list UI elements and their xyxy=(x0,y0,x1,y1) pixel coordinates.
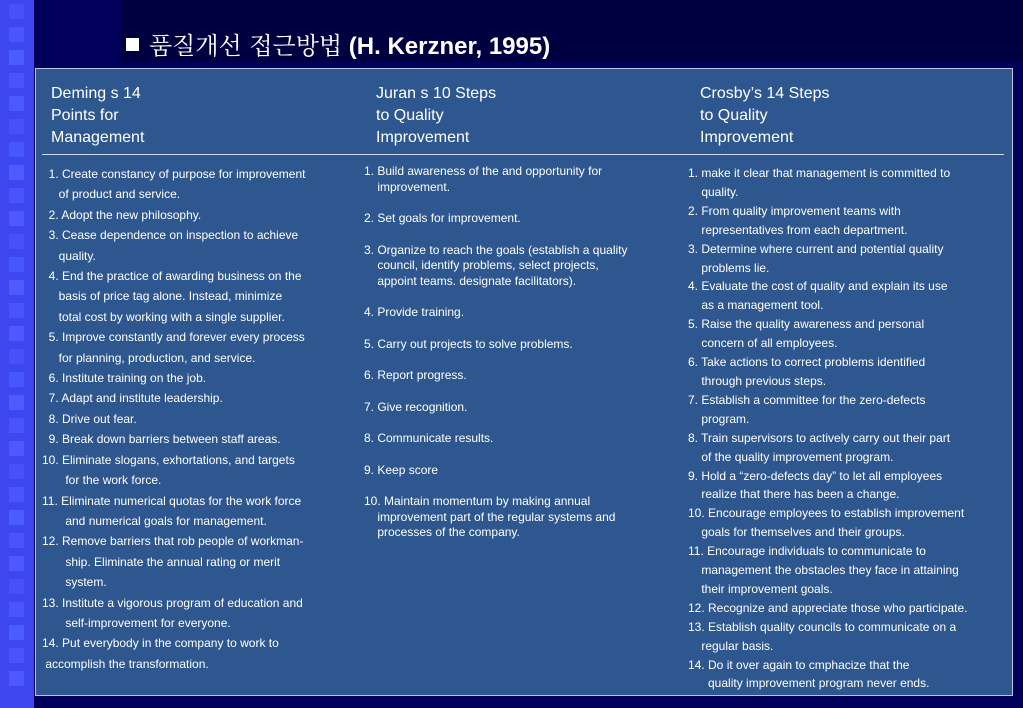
slide-title xyxy=(126,26,550,61)
decorative-tile xyxy=(9,418,24,433)
crosby-step-line: 10. Encourage employees to establish improvement xyxy=(688,506,965,521)
deming-point-line: 10. Eliminate slogans, exhortations, and targets xyxy=(42,452,295,467)
juran-header-line: Improvement xyxy=(376,129,470,146)
crosby-step-line: quality improvement program never ends. xyxy=(688,676,930,691)
juran-steps-list xyxy=(364,164,627,557)
crosby-step-line: representatives from each department. xyxy=(688,222,908,237)
comparison-panel xyxy=(35,68,1013,696)
deming-header xyxy=(51,83,144,149)
decorative-tile xyxy=(9,27,24,42)
decorative-tile xyxy=(9,119,24,134)
crosby-step-line: program. xyxy=(688,411,750,426)
crosby-step-line: 8. Train supervisors to actively carry out their part xyxy=(688,430,951,445)
decorative-tile xyxy=(9,395,24,410)
crosby-step-line: goals for themselves and their groups. xyxy=(688,525,905,540)
juran-step xyxy=(364,211,627,227)
decorative-tile xyxy=(9,142,24,157)
crosby-step-line: realize that there has been a change. xyxy=(688,487,900,502)
deming-point-line: for planning, production, and service. xyxy=(42,350,256,365)
decorative-tile xyxy=(9,510,24,525)
juran-step-line: 5. Carry out projects to solve problems. xyxy=(364,336,573,351)
decorative-tile xyxy=(9,441,24,456)
crosby-step-line: 6. Take actions to correct problems identified xyxy=(688,355,926,370)
title-citation: (H. Kerzner, 1995) xyxy=(348,33,551,60)
juran-step-line: appoint teams. designate facilitators). xyxy=(364,273,577,288)
deming-header-line: Deming s 14 xyxy=(51,85,141,102)
juran-step xyxy=(364,463,627,479)
decorative-tile xyxy=(9,303,24,318)
deming-point-line: 12. Remove barriers that rob people of workman- xyxy=(42,534,304,549)
crosby-step-line: problems lie. xyxy=(688,260,770,275)
decorative-tile xyxy=(9,96,24,111)
deming-point-line: 2. Adopt the new philosophy. xyxy=(42,207,202,222)
deming-point-line: 13. Institute a vigorous program of education and xyxy=(42,595,303,610)
juran-step-line: improvement. xyxy=(364,179,451,194)
juran-header-line: Juran s 10 Steps xyxy=(376,85,497,102)
deming-point-line: 7. Adapt and institute leadership. xyxy=(42,391,223,406)
decorative-tile xyxy=(9,349,24,364)
deming-point-line: 4. End the practice of awarding business on the xyxy=(42,269,302,284)
crosby-header-line: Improvement xyxy=(700,129,794,146)
decorative-tile xyxy=(9,165,24,180)
juran-step xyxy=(364,400,627,416)
deming-point-line: 9. Break down barriers between staff areas. xyxy=(42,432,281,447)
crosby-step-line: 5. Raise the quality awareness and personal xyxy=(688,317,925,332)
decorative-tile xyxy=(9,280,24,295)
deming-point-line: 11. Eliminate numerical quotas for the work force xyxy=(42,493,302,508)
juran-step xyxy=(364,494,627,541)
crosby-header-line: to Quality xyxy=(700,107,768,124)
juran-step-line: 4. Provide training. xyxy=(364,305,465,319)
juran-step xyxy=(364,164,627,195)
juran-step-line: 8. Communicate results. xyxy=(364,431,494,445)
juran-step-line: processes of the company. xyxy=(364,525,520,539)
decorative-tile xyxy=(9,579,24,594)
deming-point-line: 5. Improve constantly and forever every process xyxy=(42,330,305,345)
crosby-step-line: management the obstacles they face in attaining xyxy=(688,563,959,578)
deming-point-line: of product and service. xyxy=(42,187,181,202)
deming-point-line: ship. Eliminate the annual rating or merit xyxy=(42,554,281,569)
decorative-tile xyxy=(9,73,24,88)
deming-point-line: for the work force. xyxy=(42,473,162,488)
crosby-step-line: 12. Recognize and appreciate those who participate. xyxy=(688,600,968,615)
deming-point-line: total cost by working with a single supplier. xyxy=(42,309,285,324)
juran-step-line: 9. Keep score xyxy=(364,462,439,477)
header-divider xyxy=(42,154,1004,155)
decorative-tile xyxy=(9,211,24,226)
decorative-tile xyxy=(9,372,24,387)
decorative-tile xyxy=(9,4,24,19)
crosby-step-line: through previous steps. xyxy=(688,373,827,388)
crosby-step-line: 3. Determine where current and potential quality xyxy=(688,241,944,256)
decorative-tile xyxy=(9,487,24,502)
deming-point-line: and numerical goals for management. xyxy=(42,513,267,528)
decorative-tile-strip xyxy=(0,0,34,708)
juran-step-line: 7. Give recognition. xyxy=(364,399,468,414)
crosby-step-line: concern of all employees. xyxy=(688,336,838,351)
crosby-step-line: 13. Establish quality councils to communicate on a xyxy=(688,619,957,634)
juran-step-line: council, identify problems, select projects, xyxy=(364,258,599,272)
deming-point-line: system. xyxy=(42,575,107,590)
crosby-step-line: their improvement goals. xyxy=(688,581,833,596)
decorative-tile xyxy=(9,625,24,640)
crosby-step-line: 7. Establish a committee for the zero-defects xyxy=(688,392,926,407)
deming-point-line: self-improvement for everyone. xyxy=(42,615,231,630)
decorative-tile xyxy=(9,533,24,548)
decorative-tile xyxy=(9,188,24,203)
deming-point-line: 3. Cease dependence on inspection to achieve xyxy=(42,228,299,243)
crosby-step-line: of the quality improvement program. xyxy=(688,449,894,464)
juran-step-line: 1. Build awareness of the and opportunity for xyxy=(364,164,603,178)
juran-header-line: to Quality xyxy=(376,107,444,124)
deming-header-line: Management xyxy=(51,129,145,146)
deming-point-line: basis of price tag alone. Instead, minimize xyxy=(42,289,283,304)
deming-header-line: Points for xyxy=(51,107,119,124)
crosby-step-line: 14. Do it over again to cmphacize that the xyxy=(688,657,910,672)
juran-header xyxy=(376,83,496,149)
decorative-tile xyxy=(9,50,24,65)
juran-step xyxy=(364,368,627,384)
juran-step xyxy=(364,337,627,353)
decorative-tile xyxy=(9,602,24,617)
crosby-step-line: 2. From quality improvement teams with xyxy=(688,203,901,218)
square-bullet-icon xyxy=(126,38,139,51)
crosby-step-line: regular basis. xyxy=(688,638,774,653)
juran-step-line: 3. Organize to reach the goals (establish a quality xyxy=(364,242,628,257)
decorative-tile xyxy=(9,326,24,341)
juran-step xyxy=(364,243,627,290)
crosby-header-line: Crosby’s 14 Steps xyxy=(700,85,830,102)
deming-point-line: 6. Institute training on the job. xyxy=(42,371,207,386)
crosby-step-line: as a management tool. xyxy=(688,298,824,313)
juran-step-line: 2. Set goals for improvement. xyxy=(364,211,521,225)
deming-point-line: accomplish the transformation. xyxy=(42,656,209,671)
crosby-header xyxy=(700,83,830,149)
deming-point-line: 8. Drive out fear. xyxy=(42,411,137,426)
title-korean: 품질개선 접근방법 xyxy=(149,32,343,60)
decorative-tile xyxy=(9,648,24,663)
decorative-tile xyxy=(9,234,24,249)
deming-point-line: 1. Create constancy of purpose for improvement xyxy=(42,167,306,181)
crosby-step-line: quality. xyxy=(688,184,739,199)
deming-point-line: quality. xyxy=(42,248,96,263)
deming-points-list xyxy=(42,164,305,674)
decorative-tile xyxy=(9,464,24,479)
decorative-tile xyxy=(9,671,24,686)
juran-step-line: improvement part of the regular systems and xyxy=(364,509,616,524)
decorative-tile xyxy=(9,257,24,272)
crosby-step-line: 9. Hold a “zero-defects day” to let all employees xyxy=(688,468,943,483)
crosby-step-line: 11. Encourage individuals to communicate to xyxy=(688,544,926,559)
juran-step-line: 10. Maintain momentum by making annual xyxy=(364,494,591,508)
crosby-step-line: 4. Evaluate the cost of quality and explain its use xyxy=(688,279,948,294)
crosby-steps-list xyxy=(688,164,968,693)
juran-step xyxy=(364,431,627,447)
juran-step xyxy=(364,305,627,321)
deming-point-line: 14. Put everybody in the company to work to xyxy=(42,636,279,651)
juran-step-line: 6. Report progress. xyxy=(364,368,467,382)
decorative-tile xyxy=(9,556,24,571)
crosby-step-line: 1. make it clear that management is committed to xyxy=(688,166,951,180)
